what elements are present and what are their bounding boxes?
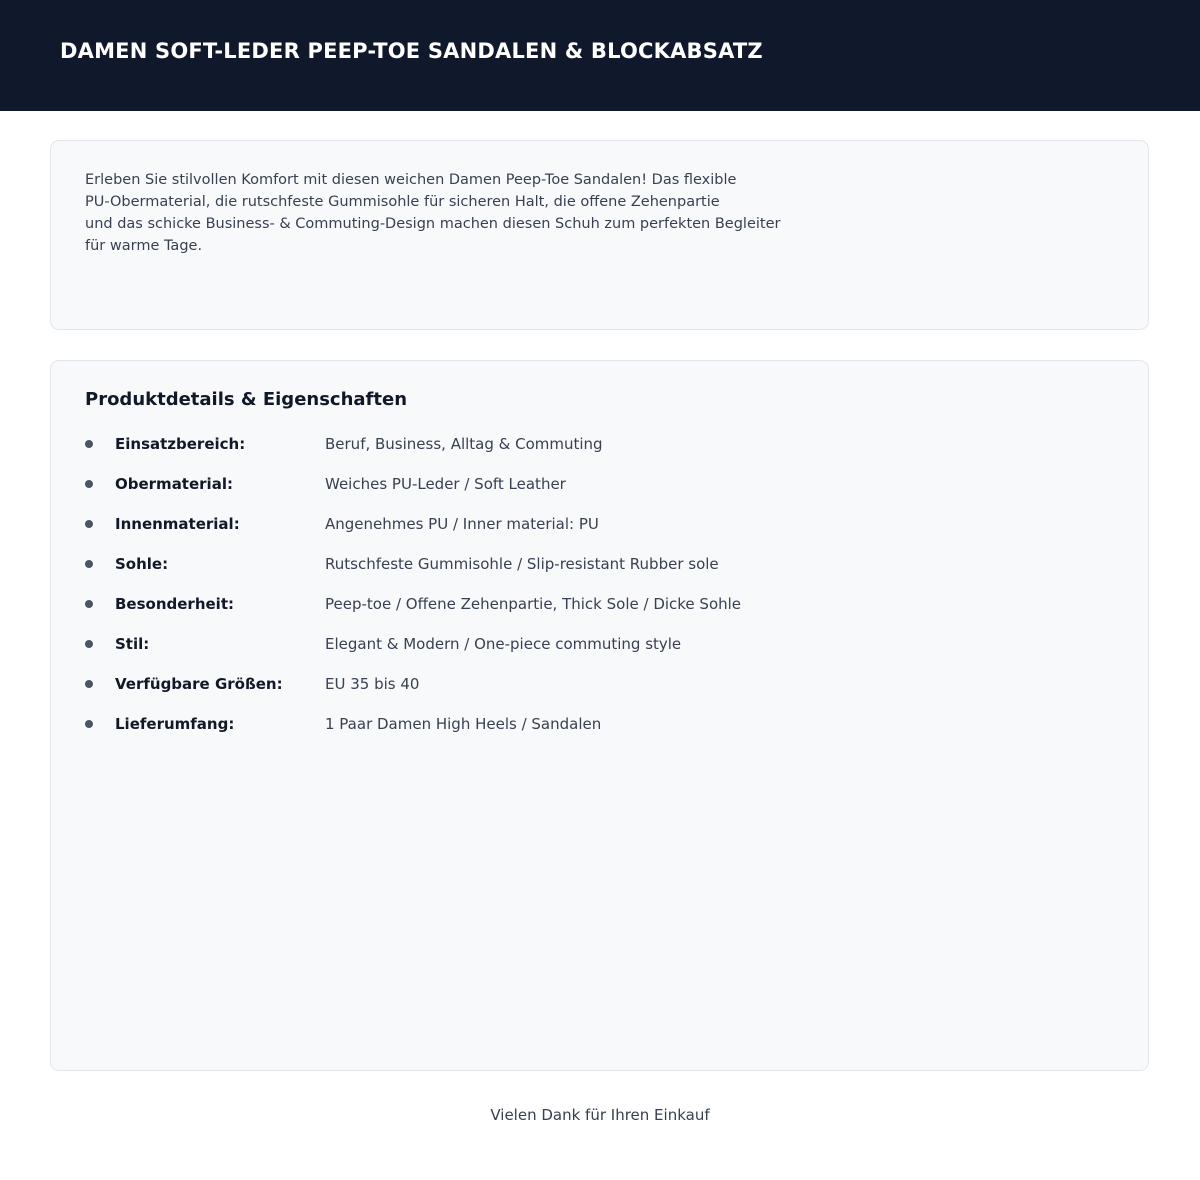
spec-item-innenmaterial — [85, 513, 1085, 535]
spec-value: EU 35 bis 40 — [325, 675, 420, 693]
intro-text-line: für warme Tage. — [85, 238, 203, 254]
bullet-icon — [85, 480, 93, 488]
spec-label: Innenmaterial: — [115, 515, 240, 533]
bullet-icon — [85, 520, 93, 528]
spec-label: Verfügbare Größen: — [115, 675, 283, 693]
bullet-icon — [85, 680, 93, 688]
spec-item-einsatzbereich — [85, 433, 1085, 455]
footer-thank-you: Vielen Dank für Ihren Einkauf — [490, 1106, 710, 1124]
intro-text-line: und das schicke Business- & Commuting-Design machen diesen Schuh zum perfekten Begleiter — [85, 216, 781, 232]
spec-value: Weiches PU-Leder / Soft Leather — [325, 475, 566, 493]
spec-item-stil — [85, 633, 1085, 655]
spec-value: Rutschfeste Gummisohle / Slip-resistant Rubber sole — [325, 555, 719, 573]
bullet-icon — [85, 720, 93, 728]
spec-value: Beruf, Business, Alltag & Commuting — [325, 435, 603, 453]
spec-label: Stil: — [115, 635, 150, 653]
spec-item-lieferumfang — [85, 713, 1085, 735]
intro-text-line: PU-Obermaterial, die rutschfeste Gummisohle für sicheren Halt, die offene Zehenpartie — [85, 194, 720, 210]
product-details-card — [50, 360, 1149, 1071]
intro-card — [50, 140, 1149, 330]
intro-text-line: Erleben Sie stilvollen Komfort mit diesen weichen Damen Peep-Toe Sandalen! Das flexible — [85, 172, 737, 188]
spec-value: 1 Paar Damen High Heels / Sandalen — [325, 715, 602, 733]
spec-item-besonderheit — [85, 593, 1085, 615]
page-title: DAMEN SOFT-LEDER PEEP-TOE SANDALEN & BLOCKABSATZ — [60, 39, 763, 63]
spec-label: Einsatzbereich: — [115, 435, 246, 453]
spec-item-sohle — [85, 553, 1085, 575]
bullet-icon — [85, 560, 93, 568]
bullet-icon — [85, 640, 93, 648]
spec-value: Peep-toe / Offene Zehenpartie, Thick Sole / Dicke Sohle — [325, 595, 742, 613]
spec-item-groessen — [85, 673, 1085, 695]
details-heading: Produktdetails & Eigenschaften — [85, 389, 408, 410]
spec-item-obermaterial — [85, 473, 1085, 495]
bullet-icon — [85, 440, 93, 448]
bullet-icon — [85, 600, 93, 608]
spec-value: Angenehmes PU / Inner material: PU — [325, 515, 599, 533]
spec-value: Elegant & Modern / One-piece commuting style — [325, 635, 682, 653]
spec-label: Obermaterial: — [115, 475, 233, 493]
spec-label: Besonderheit: — [115, 595, 234, 613]
spec-label: Sohle: — [115, 555, 169, 573]
spec-label: Lieferumfang: — [115, 715, 235, 733]
page-header — [0, 0, 1200, 111]
